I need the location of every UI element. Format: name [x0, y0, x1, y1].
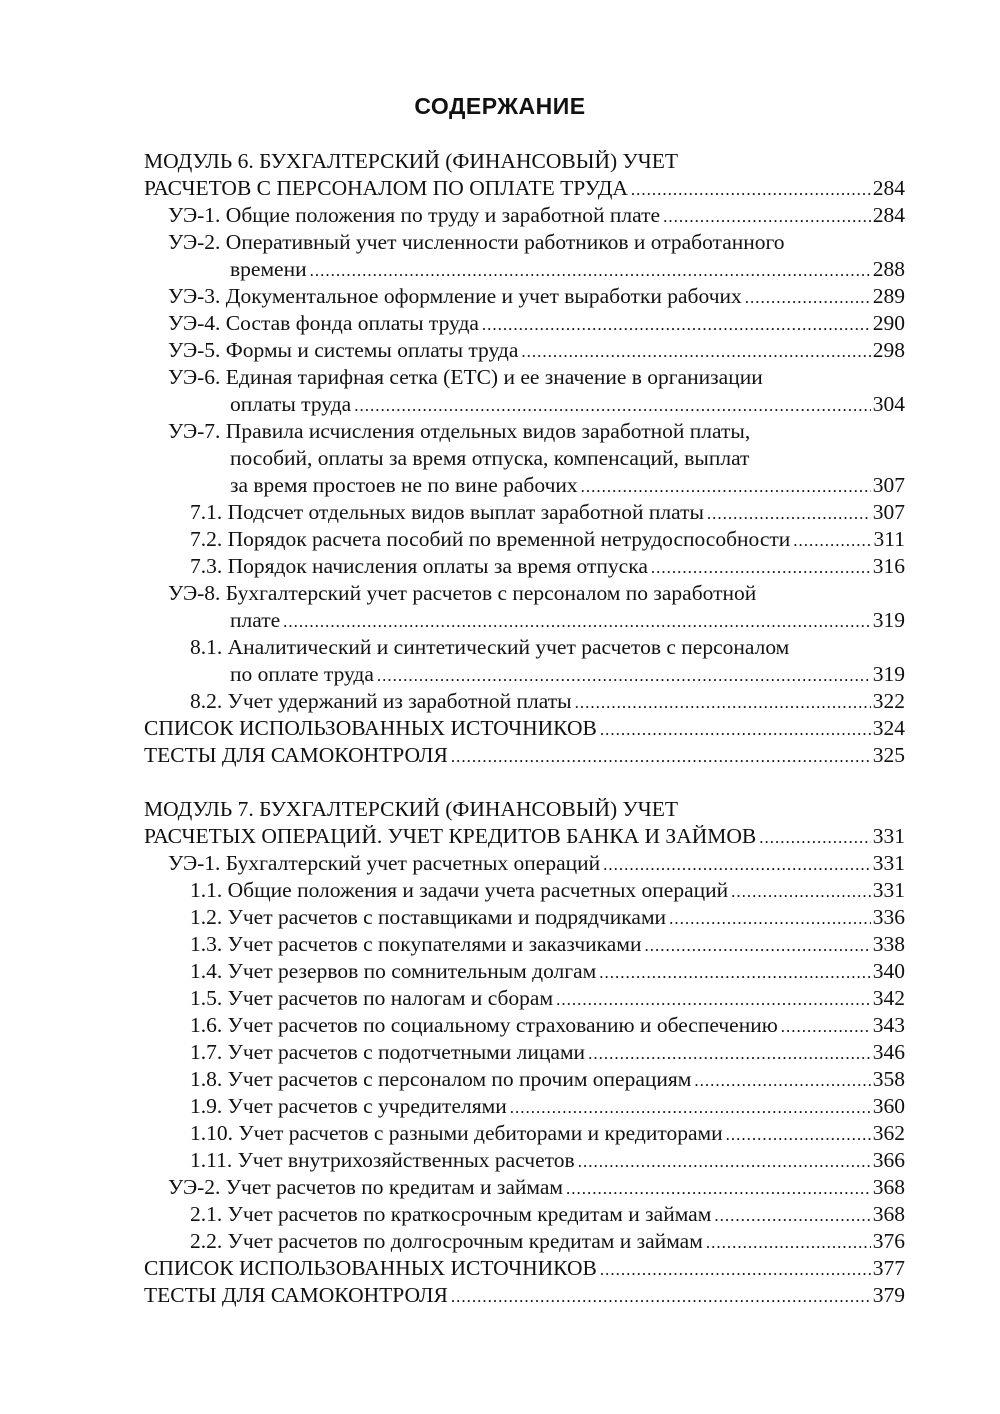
- toc-page-number: 377: [872, 1256, 905, 1280]
- toc-entry-text: за время простоев не по вине рабочих: [230, 473, 578, 497]
- toc-entry-text: пособий, оплаты за время отпуска, компенсаций, выплат: [230, 446, 750, 470]
- toc-entry-text: 7.1. Подсчет отдельных видов выплат заработной платы: [190, 500, 704, 524]
- toc-page-number: 284: [872, 176, 905, 200]
- dot-leader: [663, 203, 871, 230]
- toc-entry-text: 8.2. Учет удержаний из заработной платы: [190, 689, 572, 713]
- toc-entry: [168, 418, 750, 445]
- toc-entry: [190, 1201, 905, 1228]
- toc-page-number: 322: [872, 689, 905, 713]
- dot-leader: [283, 608, 871, 635]
- toc-entry: [144, 742, 905, 769]
- toc-page-number: 319: [872, 608, 905, 632]
- toc-entry-text: РАСЧЕТЫХ ОПЕРАЦИЙ. УЧЕТ КРЕДИТОВ БАНКА И ЗАЙМОВ: [144, 824, 757, 848]
- toc-page-number: 343: [872, 1013, 905, 1037]
- dot-leader: [510, 1094, 871, 1121]
- dot-leader: [793, 527, 871, 554]
- dot-leader: [599, 959, 871, 986]
- toc-page-number: 316: [872, 554, 905, 578]
- dot-leader: [451, 743, 871, 770]
- toc-entry: [190, 499, 905, 526]
- toc-entry-text: по оплате труда: [230, 662, 374, 686]
- dot-leader: [714, 1202, 870, 1229]
- toc-entry: [190, 958, 905, 985]
- page-title: СОДЕРЖАНИЕ: [414, 93, 586, 119]
- dot-leader: [781, 1013, 871, 1040]
- toc-entry: [190, 985, 905, 1012]
- toc-entry: [230, 661, 905, 688]
- dot-leader: [731, 878, 871, 905]
- dot-leader: [556, 986, 871, 1013]
- toc-entry-text: УЭ-2. Оперативный учет численности работников и отработанного: [168, 230, 785, 254]
- toc-entry: [230, 472, 905, 499]
- toc-page-number: 360: [872, 1094, 905, 1118]
- toc-entry-text: 1.10. Учет расчетов с разными дебиторами и кредиторами: [190, 1121, 723, 1145]
- dot-leader: [706, 1229, 871, 1256]
- toc-entry: [230, 607, 905, 634]
- toc-entry: [190, 931, 905, 958]
- dot-leader: [451, 1283, 871, 1310]
- toc-page-number: 362: [872, 1121, 905, 1145]
- toc-entry: [190, 1039, 905, 1066]
- toc-entry-text: оплаты труда: [230, 392, 352, 416]
- toc-entry: [144, 796, 678, 823]
- toc-entry-text: УЭ-1. Бухгалтерский учет расчетных операций: [168, 851, 601, 875]
- toc-entry: [168, 337, 905, 364]
- toc-entry: [190, 553, 905, 580]
- dot-leader: [631, 176, 871, 203]
- toc-entry-text: 7.3. Порядок начисления оплаты за время отпуска: [190, 554, 648, 578]
- toc-entry: [144, 1282, 905, 1309]
- toc-page-number: 340: [872, 959, 905, 983]
- toc-entry: [230, 256, 905, 283]
- toc-entry: [144, 823, 905, 850]
- toc-page-number: 319: [872, 662, 905, 686]
- toc-entry-text: УЭ-6. Единая тарифная сетка (ЕТС) и ее значение в организации: [168, 365, 763, 389]
- dot-leader: [759, 824, 871, 851]
- dot-leader: [644, 932, 870, 959]
- toc-entry: [190, 526, 905, 553]
- toc-entry: [230, 445, 749, 472]
- toc-entry-text: 1.4. Учет резервов по сомнительным долгам: [190, 959, 597, 983]
- toc-entry-text: УЭ-3. Документальное оформление и учет выработки рабочих: [168, 284, 742, 308]
- dot-leader: [581, 473, 871, 500]
- dot-leader: [726, 1121, 871, 1148]
- toc-entry-text: 7.2. Порядок расчета пособий по временной нетрудоспособности: [190, 527, 791, 551]
- toc-entry: [168, 1174, 905, 1201]
- toc-page-number: 338: [872, 932, 905, 956]
- toc-entry-text: 1.8. Учет расчетов с персоналом по прочим операциям: [190, 1067, 692, 1091]
- toc-page-number: 342: [872, 986, 905, 1010]
- dot-leader: [566, 1175, 871, 1202]
- dot-leader: [694, 1067, 870, 1094]
- dot-leader: [482, 311, 871, 338]
- toc-entry: [190, 634, 789, 661]
- toc-entry-text: УЭ-8. Бухгалтерский учет расчетов с персоналом по заработной: [168, 581, 757, 605]
- toc-entry: [190, 904, 905, 931]
- toc-entry-text: 1.2. Учет расчетов с поставщиками и подрядчиками: [190, 905, 667, 929]
- toc-entry: [230, 391, 905, 418]
- toc-entry-text: 1.7. Учет расчетов с подотчетными лицами: [190, 1040, 586, 1064]
- toc-entry: [144, 1255, 905, 1282]
- toc-entry: [190, 877, 905, 904]
- toc-entry-text: 1.6. Учет расчетов по социальному страхованию и обеспечению: [190, 1013, 778, 1037]
- toc-entry-text: 8.1. Аналитический и синтетический учет расчетов с персоналом: [190, 635, 790, 659]
- dot-leader: [575, 689, 871, 716]
- toc-page-number: 379: [872, 1283, 905, 1307]
- toc-page-number: 304: [872, 392, 905, 416]
- dot-leader: [588, 1040, 871, 1067]
- dot-leader: [578, 1148, 871, 1175]
- toc-entry-text: 1.9. Учет расчетов с учредителями: [190, 1094, 507, 1118]
- toc-entry-text: 1.3. Учет расчетов с покупателями и заказчиками: [190, 932, 642, 956]
- dot-leader: [600, 716, 871, 743]
- toc-entry: [168, 229, 785, 256]
- toc-entry-text: времени: [230, 257, 307, 281]
- toc-entry: [190, 1147, 905, 1174]
- toc-entry-text: УЭ-7. Правила исчисления отдельных видов заработной платы,: [168, 419, 751, 443]
- dot-leader: [745, 284, 871, 311]
- toc-entry: [168, 310, 905, 337]
- toc-page-number: 331: [872, 878, 905, 902]
- dot-leader: [354, 392, 871, 419]
- toc-entry: [190, 1093, 905, 1120]
- toc-entry: [190, 1012, 905, 1039]
- toc-page-number: 324: [872, 716, 905, 740]
- dot-leader: [600, 1256, 871, 1283]
- dot-leader: [669, 905, 871, 932]
- toc-entry-text: УЭ-4. Состав фонда оплаты труда: [168, 311, 479, 335]
- toc-entry-text: УЭ-1. Общие положения по труду и заработной плате: [168, 203, 661, 227]
- toc-entry: [190, 1228, 905, 1255]
- toc-page-number: 368: [872, 1175, 905, 1199]
- toc-entry-text: МОДУЛЬ 7. БУХГАЛТЕРСКИЙ (ФИНАНСОВЫЙ) УЧЕТ: [144, 797, 678, 821]
- toc-entry-text: 2.1. Учет расчетов по краткосрочным кредитам и займам: [190, 1202, 712, 1226]
- toc-entry: [168, 850, 905, 877]
- toc-page-number: 368: [872, 1202, 905, 1226]
- toc-entry: [168, 580, 756, 607]
- toc-entry: [190, 688, 905, 715]
- dot-leader: [651, 554, 871, 581]
- toc-entry-text: УЭ-5. Формы и системы оплаты труда: [168, 338, 519, 362]
- toc-page-number: 336: [872, 905, 905, 929]
- toc-entry: [190, 1066, 905, 1093]
- toc-page-number: 311: [873, 527, 905, 551]
- toc-page-number: 307: [872, 500, 905, 524]
- toc-entry-text: ТЕСТЫ ДЛЯ САМОКОНТРОЛЯ: [144, 743, 448, 767]
- toc-page-number: 289: [872, 284, 905, 308]
- dot-leader: [310, 257, 871, 284]
- toc-page-number: 331: [872, 851, 905, 875]
- toc-page-number: 298: [872, 338, 905, 362]
- toc-entry: [168, 202, 905, 229]
- toc-entry-text: СПИСОК ИСПОЛЬЗОВАННЫХ ИСТОЧНИКОВ: [144, 1256, 597, 1280]
- toc-entry-text: 1.11. Учет внутрихозяйственных расчетов: [190, 1148, 575, 1172]
- toc-entry-text: МОДУЛЬ 6. БУХГАЛТЕРСКИЙ (ФИНАНСОВЫЙ) УЧЕТ: [144, 149, 678, 173]
- toc-page-number: 376: [872, 1229, 905, 1253]
- toc-page-number: 366: [872, 1148, 905, 1172]
- toc-entry: [190, 1120, 905, 1147]
- toc-page-number: 358: [872, 1067, 905, 1091]
- toc-entry: [144, 175, 905, 202]
- dot-leader: [377, 662, 871, 689]
- toc-page-number: 288: [872, 257, 905, 281]
- toc-entry-text: 1.1. Общие положения и задачи учета расчетных операций: [190, 878, 729, 902]
- toc-entry: [144, 148, 678, 175]
- dot-leader: [603, 851, 871, 878]
- toc-entry-text: 1.5. Учет расчетов по налогам и сборам: [190, 986, 554, 1010]
- toc-page-number: 325: [872, 743, 905, 767]
- toc-entry-text: УЭ-2. Учет расчетов по кредитам и займам: [168, 1175, 564, 1199]
- toc-entry: [168, 283, 905, 310]
- dot-leader: [707, 500, 871, 527]
- toc-entry-text: РАСЧЕТОВ С ПЕРСОНАЛОМ ПО ОПЛАТЕ ТРУДА: [144, 176, 628, 200]
- toc-page-number: 346: [872, 1040, 905, 1064]
- toc-entry: [144, 715, 905, 742]
- toc-page-number: 307: [872, 473, 905, 497]
- toc-page-number: 284: [872, 203, 905, 227]
- toc-entry-text: плате: [230, 608, 281, 632]
- toc-page-number: 331: [872, 824, 905, 848]
- toc-entry-text: СПИСОК ИСПОЛЬЗОВАННЫХ ИСТОЧНИКОВ: [144, 716, 597, 740]
- toc-page-number: 290: [872, 311, 905, 335]
- toc-entry-text: 2.2. Учет расчетов по долгосрочным кредитам и займам: [190, 1229, 703, 1253]
- toc-entry-text: ТЕСТЫ ДЛЯ САМОКОНТРОЛЯ: [144, 1283, 448, 1307]
- dot-leader: [521, 338, 870, 365]
- toc-entry: [168, 364, 763, 391]
